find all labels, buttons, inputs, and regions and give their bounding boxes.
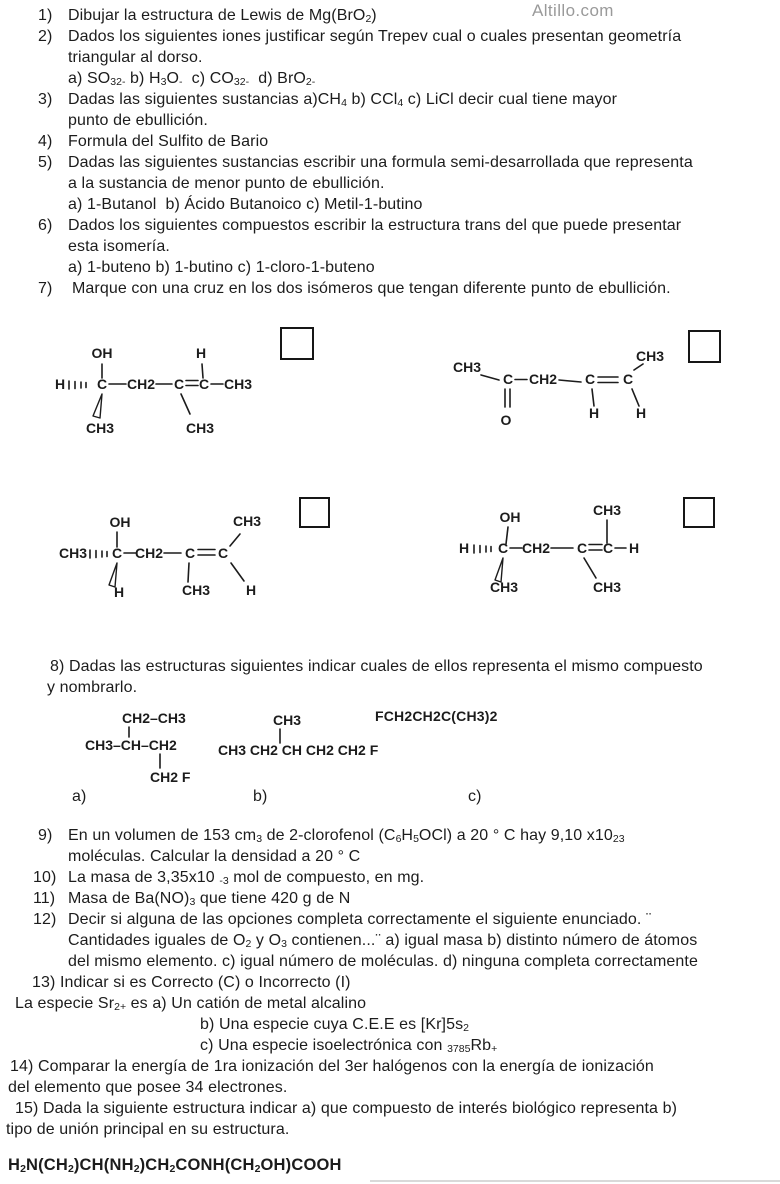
q3-text-2: punto de ebullición. (68, 112, 208, 129)
q6-number: 6) (38, 217, 53, 234)
bond-line (231, 563, 244, 581)
atom-label: OH (109, 514, 131, 530)
atom-label: H (628, 540, 640, 556)
atom-label: CH2 F (150, 769, 191, 785)
q4-number: 4) (38, 133, 53, 150)
q11-number: 11) (33, 890, 56, 907)
atom-label: CH3 (592, 579, 622, 595)
q9-text-2: moléculas. Calcular la densidad a 20 ° C (68, 848, 361, 865)
atom-label: CH3 (58, 545, 88, 561)
q1-number: 1) (38, 7, 53, 24)
bond-line (584, 558, 596, 578)
q9-number: 9) (38, 827, 53, 844)
bond-line (592, 389, 594, 406)
wedge-bond (93, 394, 102, 418)
atom-label: C (602, 540, 614, 556)
q8-fragment-c-formula: FCH2CH2C(CH3)2 (375, 708, 498, 724)
atom-label: CH3 (489, 579, 519, 595)
q6-options: a) 1-buteno b) 1-butino c) 1-cloro-1-buteno (68, 259, 375, 276)
q15-text-1: 15) Dada la siguiente estructura indicar a) que compuesto de interés biológico representa b) (15, 1100, 678, 1117)
q5-number: 5) (38, 154, 53, 171)
bond-line (481, 375, 499, 380)
q12-text-2: Cantidades iguales de $O_2$ y $O_3$ contienen...¨ a) igual masa b) distinto número de átomos (68, 932, 698, 950)
q5-options: a) 1-Butanol b) Ácido Butanoico c) Metil-1-butino (68, 196, 423, 213)
q13-option-b: b) Una especie cuya C.E.E es $[Kr]5s_2$ (200, 1016, 470, 1034)
q14-text-1: 14) Comparar la energía de 1ra ionización del 3er halógenos con la energía de ionización (10, 1058, 654, 1075)
bond-line (230, 534, 240, 546)
watermark: Altillo.com (532, 1, 614, 20)
q5-text-1: Dadas las siguientes sustancias escribir una formula semi-desarrollada que representa (68, 154, 693, 171)
q6-text-1: Dados los siguientes compuestos escribir la estructura trans del que puede presentar (68, 217, 682, 234)
q15-text-2: tipo de unión principal en su estructura. (6, 1121, 290, 1138)
q8-label-c: c) (468, 788, 482, 805)
scan-edge-artifact (370, 1180, 780, 1182)
atom-label: CH2 (528, 371, 558, 387)
atom-label: CH3–CH–CH2 (85, 737, 177, 753)
q2-number: 2) (38, 28, 53, 45)
q13-text: 13) Indicar si es Correcto (C) o Incorrecto (I) (32, 974, 351, 991)
atom-label: C (497, 540, 509, 556)
atom-label: H (54, 376, 66, 392)
q8-label-a: a) (72, 788, 87, 805)
bond-line (632, 389, 639, 406)
atom-label: C (96, 376, 108, 392)
q2-options: a) $SO_{32-}$ b) $H_3O_-$ c) $CO_{32-}$ d) BrO$_{2-}$ (68, 70, 316, 88)
bond-line (181, 394, 190, 414)
q8-fragment-b (215, 706, 379, 766)
q8-label-b: b) (253, 788, 268, 805)
atom-label: CH2 (126, 376, 156, 392)
q15-structure-formula: $H_2N(CH_2)CH(NH_2)CH_2CONH(CH_2OH)COOH$ (8, 1156, 342, 1175)
bond-line (634, 364, 643, 370)
q8-text-2: y nombrarlo. (47, 679, 138, 696)
atom-label: OH (91, 345, 113, 361)
atom-label: CH3 (592, 502, 622, 518)
q8-text-1: 8) Dadas las estructuras siguientes indicar cuales de ellos representa el mismo compuesto (50, 658, 703, 675)
answer-checkbox-1[interactable] (280, 327, 314, 360)
q10-number: 10) (33, 869, 57, 886)
atom-label: C (217, 545, 229, 561)
atom-label: H (588, 405, 600, 421)
answer-checkbox-2[interactable] (688, 330, 721, 363)
atom-label: CH3 (273, 712, 302, 728)
q7-structure-3 (50, 505, 270, 605)
q2-text-1: Dados los siguientes iones justificar según Trepev cual o cuales presentan geometría (68, 28, 682, 45)
atom-label: CH3 (85, 420, 115, 436)
q12-number: 12) (33, 911, 57, 928)
q9-text-1: En un volumen de 153 $cm_3$ de 2-clorofenol $(C_6H_5OCl)$ a 20 ° C hay 9,10 $x10_{23}$ (68, 827, 625, 845)
atom-label: CH2 (134, 545, 164, 561)
q13-option-c: c) Una especie isoelectrónica con $_{3785}Rb_+$ (200, 1037, 498, 1055)
q7-structure-4 (450, 500, 665, 605)
q3-number: 3) (38, 91, 53, 108)
atom-label: O (500, 412, 512, 428)
atom-label: CH3 CH2 CH CH2 CH2 F (218, 742, 379, 758)
q5-text-2: a la sustancia de menor punto de ebullición. (68, 175, 385, 192)
atom-label: CH3 (185, 420, 215, 436)
answer-checkbox-3[interactable] (299, 497, 330, 528)
atom-label: C (184, 545, 196, 561)
q1-text: Dibujar la estructura de Lewis de Mg(BrO$_2$) (68, 7, 377, 25)
atom-label: H (113, 584, 125, 600)
atom-label: C (111, 545, 123, 561)
atom-label: C (198, 376, 210, 392)
q7-structure-1 (40, 338, 280, 443)
atom-label: C (584, 371, 596, 387)
atom-label: CH3 (635, 348, 665, 364)
atom-label: CH2–CH3 (122, 710, 186, 726)
atom-label: H (195, 345, 207, 361)
atom-label: CH3 (452, 359, 482, 375)
atom-label: C (576, 540, 588, 556)
q4-text: Formula del Sulfito de Bario (68, 133, 269, 150)
atom-label: CH3 (181, 582, 211, 598)
q7-structure-2 (445, 338, 680, 438)
atom-label: OH (499, 509, 521, 525)
q8-fragment-a (80, 706, 200, 791)
q2-text-2: triangular al dorso. (68, 49, 203, 66)
q13-option-a: La especie $Sr_{2+}$ es a) Un catión de metal alcalino (15, 995, 367, 1013)
q11-text: Masa de $Ba(NO)_3$ que tiene 420 g de N (68, 890, 351, 908)
q14-text-2: del elemento que posee 34 electrones. (8, 1079, 288, 1096)
q6-text-2: esta isomería. (68, 238, 170, 255)
q7-number: 7) (38, 280, 53, 297)
atom-label: H (245, 582, 257, 598)
bond-line (188, 563, 189, 582)
q12-text-3: del mismo elemento. c) igual número de moléculas. d) ninguna completa correctamente (68, 953, 698, 970)
answer-checkbox-4[interactable] (683, 497, 715, 528)
q12-text-1: Decir si alguna de las opciones completa correctamente el siguiente enunciado. ¨ (68, 911, 652, 928)
atom-label: CH3 (223, 376, 253, 392)
atom-label: C (502, 371, 514, 387)
atom-label: C (622, 371, 634, 387)
q10-text: La masa de 3,35x10 $_{-3}$ mol de compuesto, en mg. (68, 869, 425, 887)
atom-label: CH2 (521, 540, 551, 556)
atom-label: H (458, 540, 470, 556)
atom-label: H (635, 405, 647, 421)
q7-text: Marque con una cruz en los dos isómeros que tengan diferente punto de ebullición. (72, 280, 671, 297)
bond-line (559, 380, 581, 382)
atom-label: C (173, 376, 185, 392)
atom-label: CH3 (232, 513, 262, 529)
q3-text-1: Dadas las siguientes sustancias $a)CH_4$ b) CCl$_4$ c) LiCl decir cual tiene mayor (68, 91, 618, 109)
